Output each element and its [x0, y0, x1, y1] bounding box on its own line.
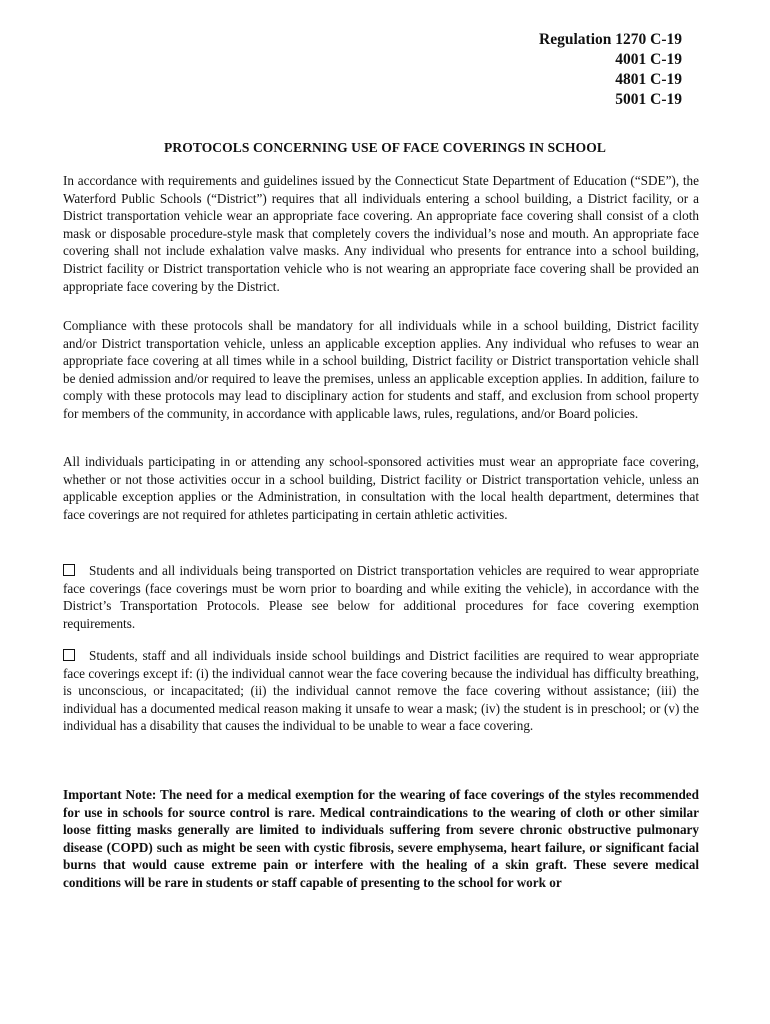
checklist-item-text: Students and all individuals being transported on District transportation vehicles are required to wear appropriate face coverings (face coverings must be worn prior to boarding and while exiting the vehicle), in accordance with the District’s Transportation Protocols. Please see below for additional procedures for face covering exemption requirements. [63, 563, 699, 631]
regulation-number: 5001 C-19 [615, 91, 682, 108]
checklist-item-transportation [63, 562, 699, 632]
regulation-numbers [539, 30, 682, 110]
regulation-number: Regulation 1270 C-19 [539, 31, 682, 48]
paragraph-requirements: In accordance with requirements and guidelines issued by the Connecticut State Department of Education (“SDE”), the Waterford Public Schools (“District”) requires that all individuals entering a school building, a District facility, or a District transportation vehicle wear an appropriate face covering. An appropriate face covering shall consist of a cloth mask or disposable procedure-style mask that completely covers the individual’s nose and mouth. An appropriate face covering shall not include exhalation valve masks. Any individual who presents for entrance into a school building, District facility or District transportation vehicle who is not wearing an appropriate face covering shall be provided an appropriate face covering by the District. [63, 173, 699, 294]
regulation-number: 4001 C-19 [615, 51, 682, 68]
checkbox-icon[interactable] [63, 564, 75, 576]
paragraph-compliance: Compliance with these protocols shall be mandatory for all individuals while in a school building, District facility and/or District transportation vehicle, unless an applicable exception applies. Any individual who refuses to wear an appropriate face covering at all times while in a school building, District facility or District transportation vehicle shall be denied admission and/or required to leave the premises, unless an applicable exception applies. In addition, failure to comply with these protocols may lead to disciplinary action for students and staff, and exclusion from school property for members of the community, in accordance with applicable laws, rules, regulations, and/or Board policies. [63, 318, 699, 421]
document-title: PROTOCOLS CONCERNING USE OF FACE COVERINGS IN SCHOOL [164, 140, 606, 155]
important-note: Important Note: The need for a medical exemption for the wearing of face coverings of the styles recommended for use in schools for source control is rare. Medical contraindications to the wearing of cloth or other similar loose fitting masks generally are limited to individuals suffering from severe chronic obstructive pulmonary disease (COPD) such as might be seen with cystic fibrosis, severe emphysema, heart failure, or significant facial burns that would cause extreme pain or interfere with the healing of a skin graft. These severe medical conditions will be rare in students or staff capable of presenting to the school for work or [63, 787, 699, 890]
checkbox-icon[interactable] [63, 649, 75, 661]
regulation-number: 4801 C-19 [615, 71, 682, 88]
paragraph-activities: All individuals participating in or attending any school-sponsored activities must wear an appropriate face covering, whether or not those activities occur in a school building, District facility or District transportation vehicle, unless an applicable exception applies or the Administration, in consultation with the local health department, determines that face coverings are not required for athletes participating in certain athletic activities. [63, 454, 699, 522]
checklist-item-buildings [63, 647, 699, 735]
checklist-item-text: Students, staff and all individuals inside school buildings and District facilities are required to wear appropriate face coverings except if: (i) the individual cannot wear the face covering because the individual has difficulty breathing, is unconscious, or incapacitated; (ii) the individual cannot remove the face covering without assistance; (iii) the individual has a documented medical reason making it unsafe to wear a mask; (iv) the student is in preschool; or (v) the individual has a disability that causes the individual to be unable to wear a face covering. [63, 648, 699, 734]
